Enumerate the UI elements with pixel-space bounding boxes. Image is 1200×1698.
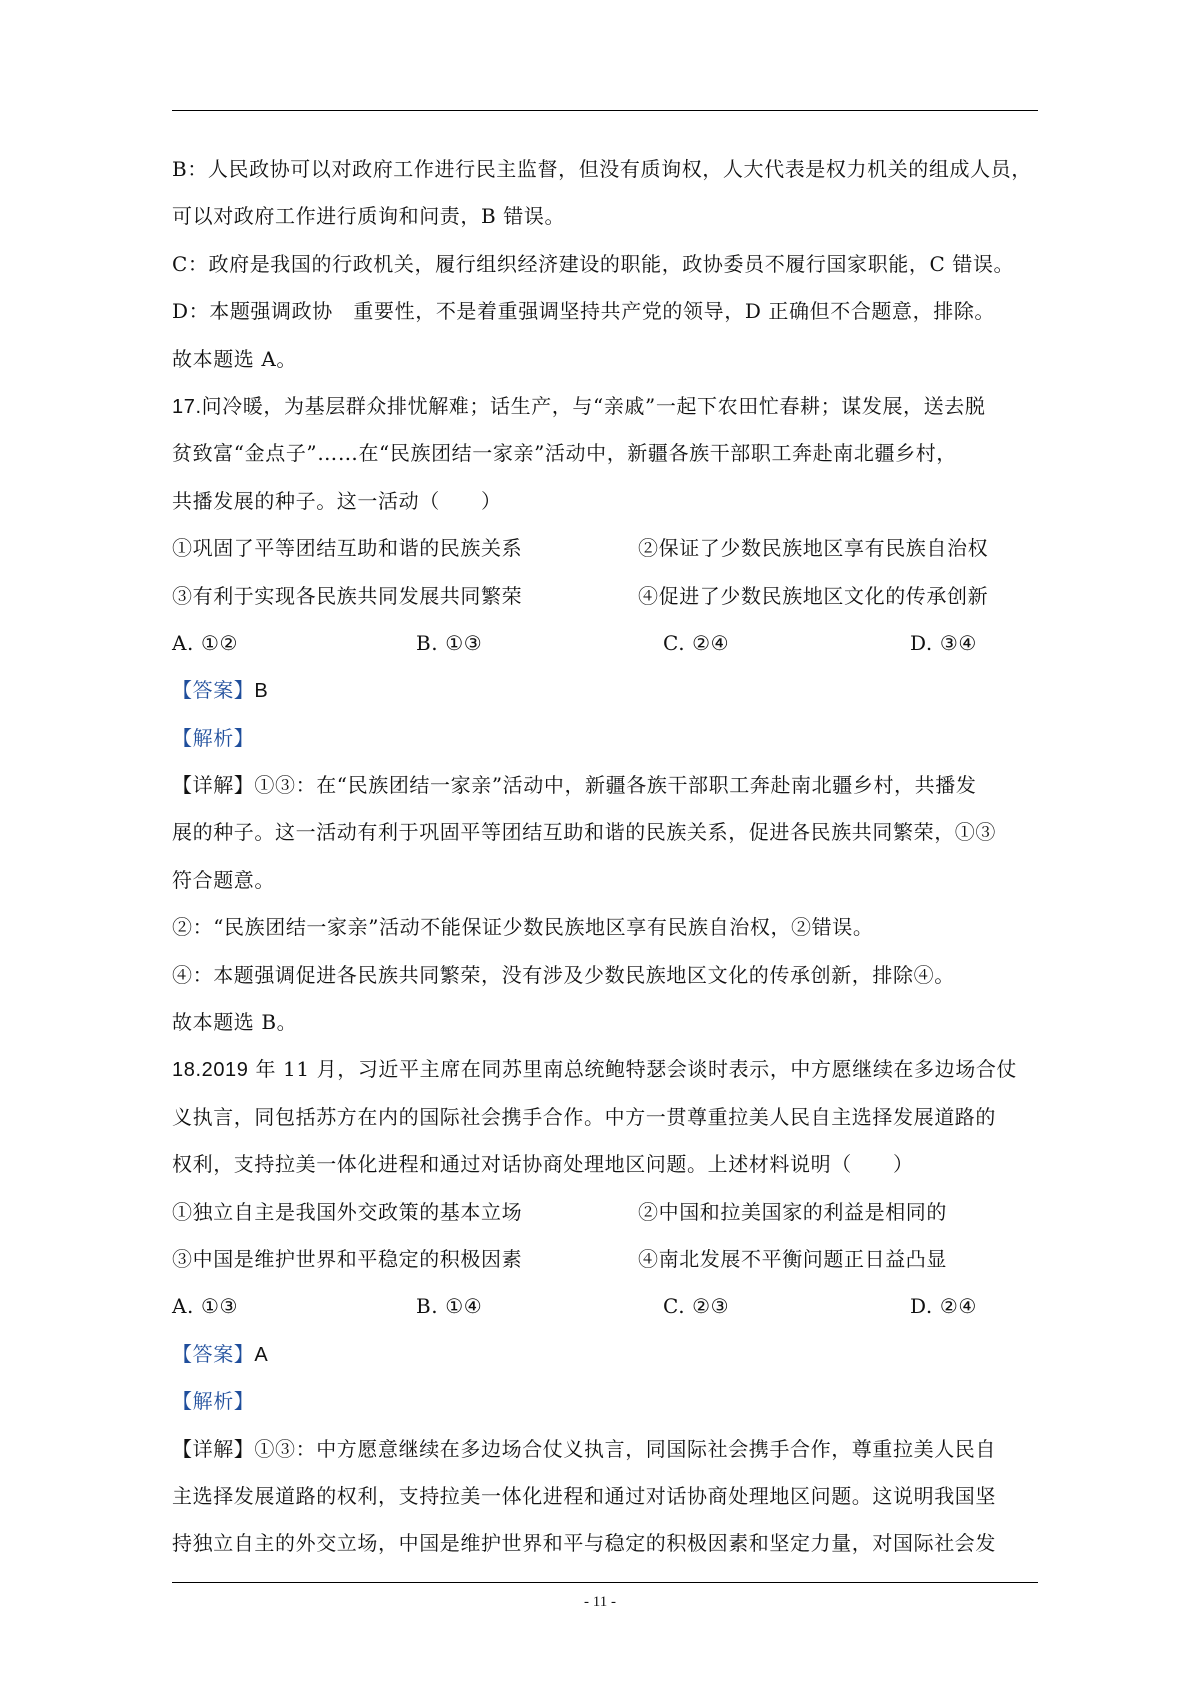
q17-options-row2 (172, 573, 1042, 620)
q18-analysis-heading (172, 1378, 1042, 1425)
q16-option-b-analysis-line2: 可以对政府工作进行质询和问责，B 错误。 (172, 204, 566, 229)
answer-tag: 【答案】 (172, 1343, 255, 1366)
q18-stem-line1: 18.2019 年 11 月，习近平主席在同苏里南总统鲍特瑟会谈时表示，中方愿继续在多边场合仗 (172, 1057, 1018, 1082)
q17-option-4: ④促进了少数民族地区文化的传承创新 (638, 583, 989, 608)
answer-tag: 【答案】 (172, 680, 255, 703)
q18-detail-line1: 【详解】①③：中方愿意继续在多边场合仗义执言，同国际社会携手合作，尊重拉美人民自 (172, 1436, 997, 1461)
q18-detail-line3: 持独立自主的外交立场，中国是维护世界和平与稳定的积极因素和坚定力量，对国际社会发 (172, 1531, 996, 1556)
q17-choice-c: C. ②④ (663, 630, 730, 655)
q17-stem-line2: 贫致富“金点子”……在“民族团结一家亲”活动中，新疆各族干部职工奔赴南北疆乡村， (172, 441, 957, 466)
detail-tag: 【详解】 (172, 773, 255, 798)
q18-choices (172, 1283, 1042, 1330)
q17-choice-a: A. ①② (172, 630, 239, 655)
q17-choice-d: D. ③④ (910, 630, 977, 655)
q18-choice-d: D. ②④ (910, 1294, 977, 1319)
q18-detail-line2: 主选择发展道路的权利，支持拉美一体化进程和通过对话协商处理地区问题。这说明我国坚 (172, 1483, 996, 1508)
q17-conclusion: 故本题选 B。 (172, 1010, 298, 1035)
analysis-tag: 【解析】 (172, 727, 255, 750)
q18-stem-line3: 权利，支持拉美一体化进程和通过对话协商处理地区问题。上述材料说明（ ） (172, 1152, 914, 1177)
q17-stem-line3: 共播发展的种子。这一活动（ ） (172, 488, 502, 513)
q16-option-c-analysis: C：政府是我国的行政机关，履行组织经济建设的职能，政协委员不履行国家职能，C 错误。 (172, 251, 1015, 276)
q17-answer (172, 667, 1042, 714)
q17-detail-line1: 【详解】①③：在“民族团结一家亲”活动中，新疆各族干部职工奔赴南北疆乡村，共播发 (172, 773, 977, 798)
q17-choices (172, 620, 1042, 667)
q18-choice-c: C. ②③ (663, 1294, 730, 1319)
q16-option-b-analysis-line1: B：人民政协可以对政府工作进行民主监督，但没有质询权，人大代表是权力机关的组成人员， (172, 157, 1032, 181)
q17-option-1: ①巩固了平等团结互助和谐的民族关系 (172, 536, 523, 561)
q18-options-row2 (172, 1236, 1042, 1283)
page-number: - 11 - (584, 1594, 616, 1610)
document-body (172, 146, 1042, 1568)
q18-choice-b: B. ①④ (416, 1294, 483, 1319)
q17-stem-line1: 17.问冷暖，为基层群众排忧解难；话生产，与“亲戚”一起下农田忙春耕；谋发展，送去脱 (172, 393, 986, 418)
q17-options-row1 (172, 525, 1042, 572)
detail-tag: 【详解】 (172, 1436, 255, 1461)
q18-choice-a: A. ①③ (172, 1294, 239, 1319)
q18-stem-line2: 义执言，同包括苏方在内的国际社会携手合作。中方一贯尊重拉美人民自主选择发展道路的 (172, 1104, 996, 1129)
q16-conclusion: 故本题选 A。 (172, 346, 298, 371)
q17-option-3: ③有利于实现各民族共同发展共同繁荣 (172, 583, 523, 608)
q17-detail-line2: 展的种子。这一活动有利于巩固平等团结互助和谐的民族关系，促进各民族共同繁荣，①③ (172, 820, 996, 845)
q17-choice-b: B. ①③ (416, 630, 483, 655)
q18-number: 18.2019 (172, 1059, 249, 1082)
answer-value: B (254, 680, 269, 703)
q17-option-2: ②保证了少数民族地区享有民族自治权 (638, 536, 989, 561)
header-rule (172, 110, 1038, 111)
q16-option-d-analysis: D：本题强调政协 重要性，不是着重强调坚持共产党的领导，D 正确但不合题意，排除。 (172, 299, 996, 324)
q17-number: 17. (172, 395, 202, 418)
q18-option-1: ①独立自主是我国外交政策的基本立场 (172, 1199, 523, 1224)
answer-value: A (254, 1343, 269, 1366)
analysis-tag: 【解析】 (172, 1391, 255, 1414)
footer-rule (172, 1582, 1038, 1583)
q17-detail-line4: ②：“民族团结一家亲”活动不能保证少数民族地区享有民族自治权，②错误。 (172, 915, 874, 940)
q18-options-row1 (172, 1189, 1042, 1236)
q18-option-4: ④南北发展不平衡问题正日益凸显 (638, 1246, 947, 1271)
q18-answer (172, 1331, 1042, 1378)
q17-detail-line5: ④：本题强调促进各民族共同繁荣，没有涉及少数民族地区文化的传承创新，排除④。 (172, 962, 955, 987)
q18-option-2: ②中国和拉美国家的利益是相同的 (638, 1199, 947, 1224)
q17-detail-line3: 符合题意。 (172, 867, 275, 892)
q18-option-3: ③中国是维护世界和平稳定的积极因素 (172, 1246, 523, 1271)
q17-analysis-heading (172, 715, 1042, 762)
